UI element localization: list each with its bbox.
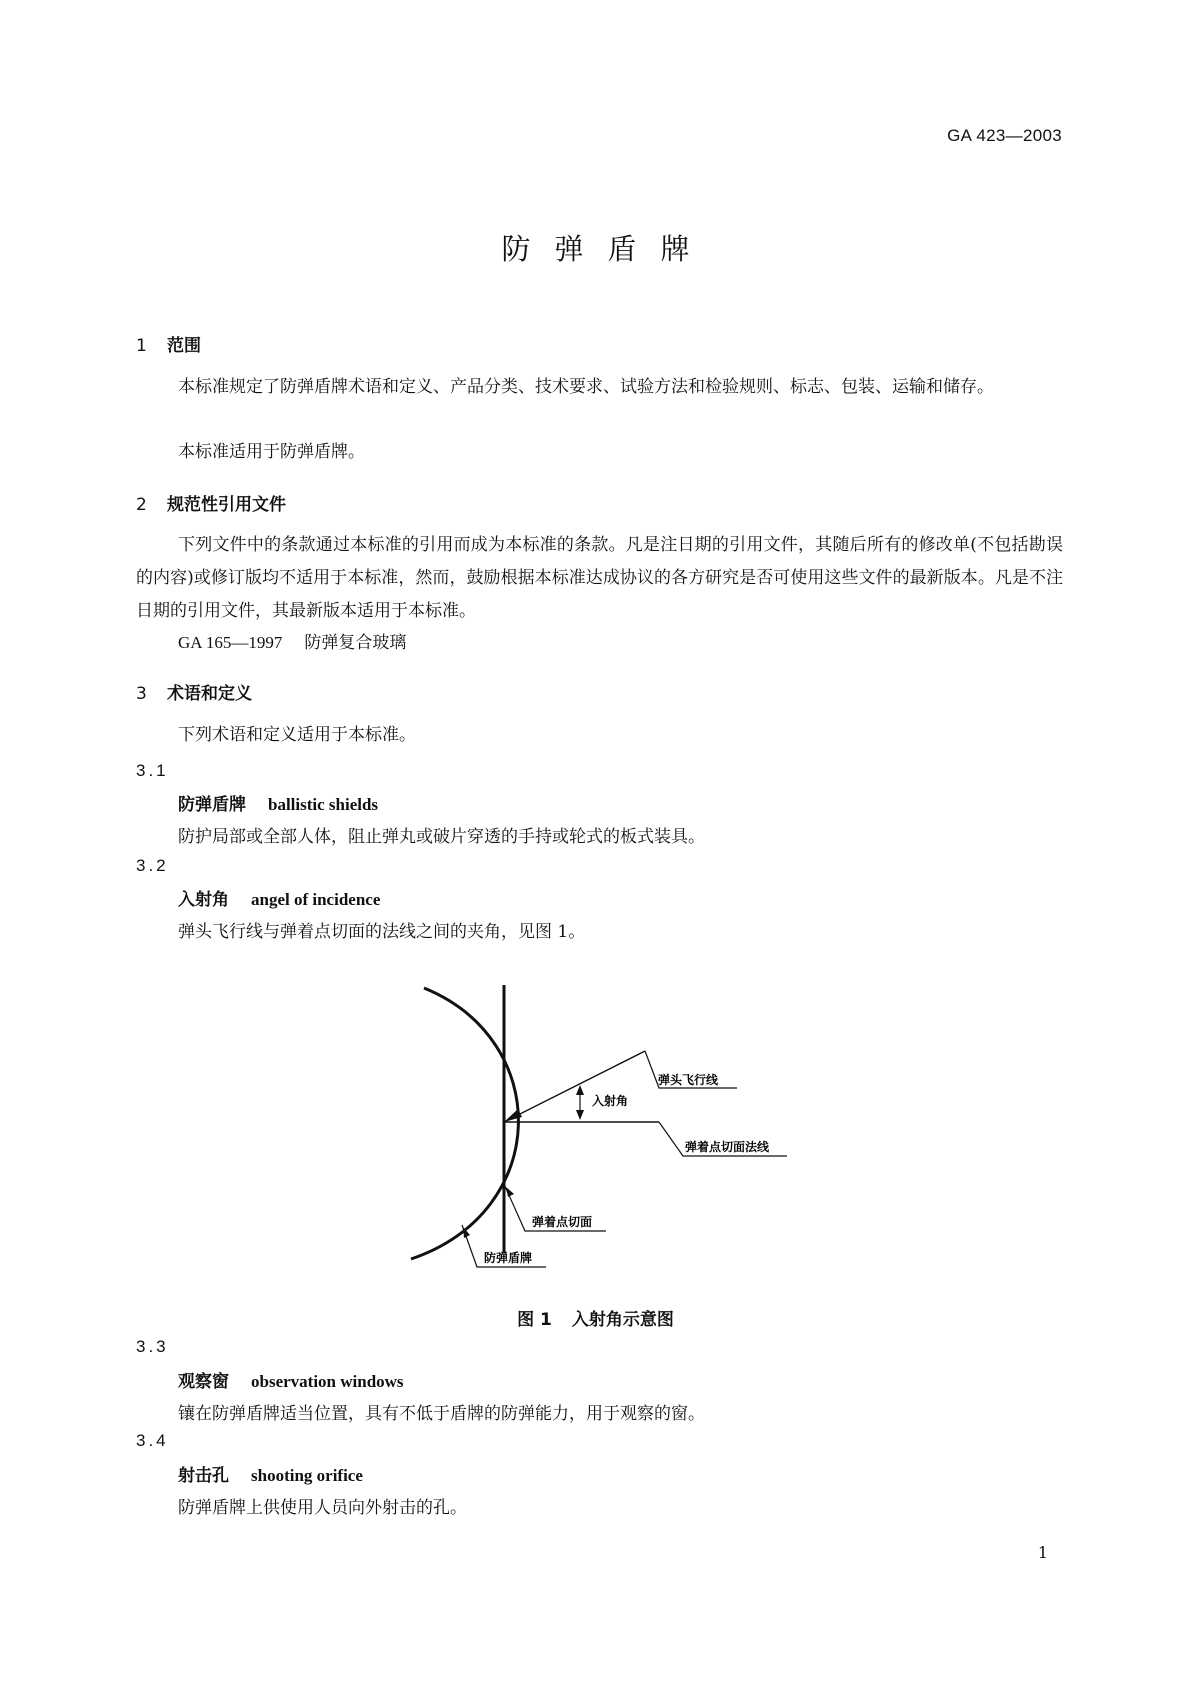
section-title: 术语和定义 xyxy=(167,684,252,704)
clause-number: 3.4 xyxy=(136,1431,169,1450)
term-zh: 射击孔 xyxy=(178,1466,229,1486)
term-definition: 镶在防弹盾牌适当位置，具有不低于盾牌的防弹能力，用于观察的窗。 xyxy=(178,1404,705,1424)
term-definition: 弹头飞行线与弹着点切面的法线之间的夹角，见图 1。 xyxy=(178,922,586,942)
label-flight-line: 弹头飞行线 xyxy=(658,1073,719,1087)
reference-title: 防弹复合玻璃 xyxy=(304,633,407,653)
figure-number: 图 1 xyxy=(517,1310,552,1330)
term-en: shooting orifice xyxy=(251,1466,363,1485)
shield-arc xyxy=(411,988,518,1259)
term-en: angel of incidence xyxy=(251,890,381,909)
term-en: observation windows xyxy=(251,1372,404,1391)
term-zh: 防弹盾牌 xyxy=(178,795,246,815)
label-incidence-angle: 入射角 xyxy=(592,1094,629,1108)
standard-number: GA 423—2003 xyxy=(947,126,1062,145)
term-entry xyxy=(178,1461,363,1486)
term-en: ballistic shields xyxy=(268,795,379,814)
section-title: 范围 xyxy=(167,336,201,356)
section-number: 3 xyxy=(136,684,147,704)
flight-line xyxy=(506,1051,645,1121)
scope-paragraph-1: 本标准规定了防弹盾牌术语和定义、产品分类、技术要求、试验方法和检验规则、标志、包装、运输和储存。 xyxy=(178,377,994,397)
reference-code: GA 165—1997 xyxy=(178,633,283,652)
label-normal: 弹着点切面法线 xyxy=(685,1140,770,1154)
clause-number: 3.3 xyxy=(136,1337,169,1356)
normative-paragraph: 下列文件中的条款通过本标准的引用而成为本标准的条款。凡是注日期的引用文件，其随后所有的修改单(不包括勘误的内容)或修订版均不适用于本标准，然而，鼓励根据本标准达成协议的各方研究是否可使用这些文件的最新版本。凡是不注日期的引用文件，其最新版本适用于本标准。 xyxy=(136,535,1063,621)
term-definition: 防护局部或全部人体，阻止弹丸或破片穿透的手持或轮式的板式装具。 xyxy=(178,827,705,847)
tangent-leader-arrow xyxy=(506,1187,514,1197)
term-entry xyxy=(178,1367,404,1392)
section-title: 规范性引用文件 xyxy=(167,495,286,515)
label-shield: 防弹盾牌 xyxy=(484,1251,533,1265)
page-number: 1 xyxy=(1037,1543,1048,1562)
section-number: 1 xyxy=(136,336,147,356)
clause-number: 3.2 xyxy=(136,856,169,875)
terms-intro: 下列术语和定义适用于本标准。 xyxy=(178,725,416,745)
label-tangent-plane: 弹着点切面 xyxy=(532,1215,593,1229)
term-definition: 防弹盾牌上供使用人员向外射击的孔。 xyxy=(178,1498,467,1518)
figure-caption-text: 入射角示意图 xyxy=(571,1310,674,1330)
angle-arrow-bottom xyxy=(576,1110,584,1120)
term-zh: 观察窗 xyxy=(178,1372,229,1392)
term-zh: 入射角 xyxy=(178,890,229,910)
document-title: 防弹盾牌 xyxy=(501,232,714,266)
clause-number: 3.1 xyxy=(136,761,169,780)
angle-arrow-top xyxy=(576,1085,584,1095)
figure-caption xyxy=(0,1305,1191,1330)
scope-paragraph-2: 本标准适用于防弹盾牌。 xyxy=(178,442,365,462)
section-number: 2 xyxy=(136,495,147,515)
